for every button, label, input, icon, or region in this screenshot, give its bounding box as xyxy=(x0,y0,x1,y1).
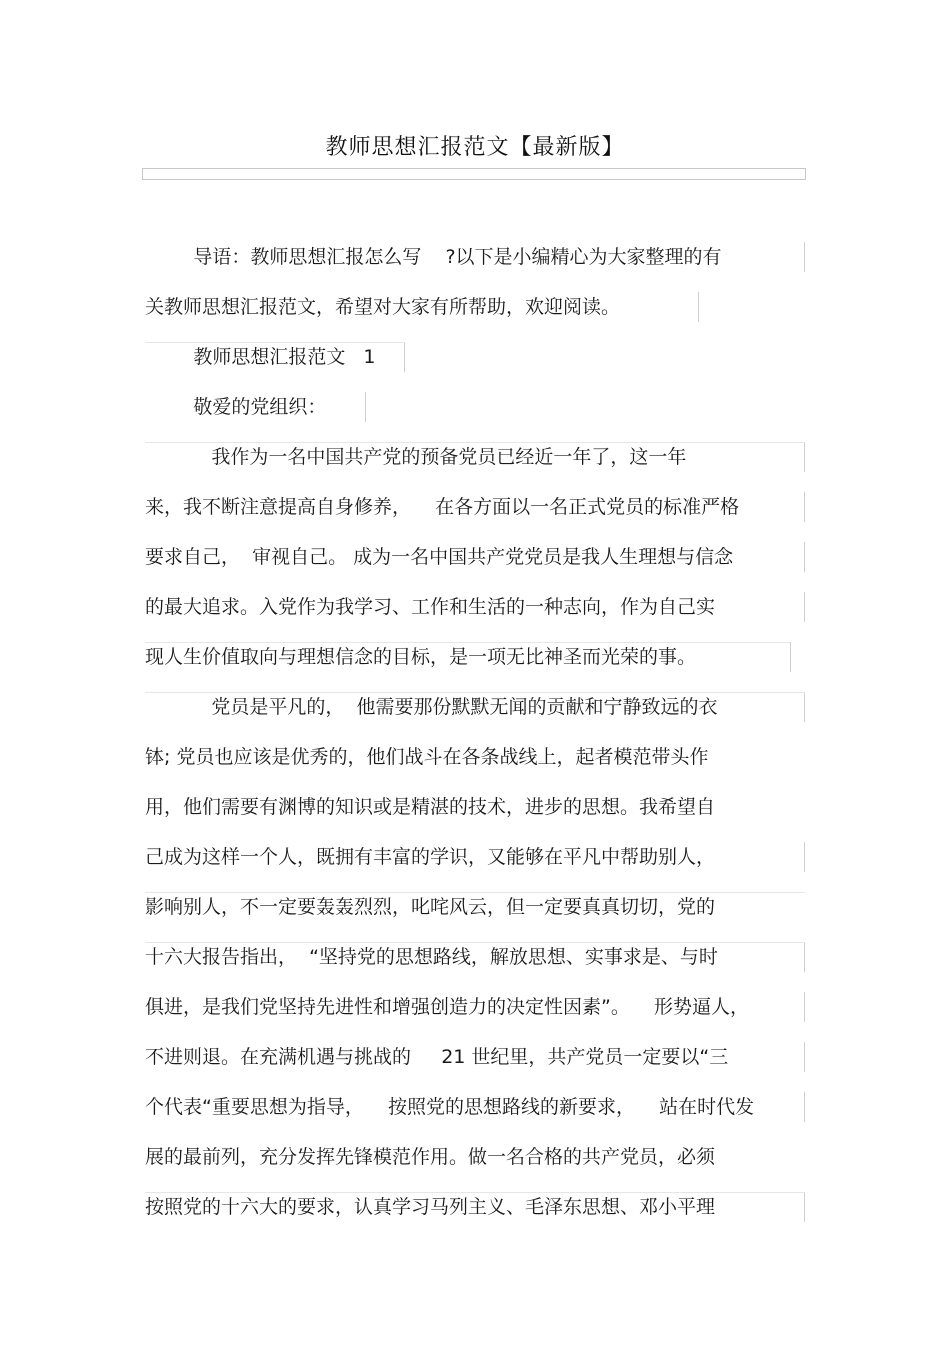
scan-artifact xyxy=(145,1192,805,1193)
scan-artifact xyxy=(804,1092,805,1122)
text-line: 来，我不断注意提高自身修养， 在各方面以一名正式党员的标准严格 xyxy=(145,496,740,518)
text-line: 不进则退。在充满机遇与挑战的 21 世纪里，共产党员一定要以“三 xyxy=(145,1046,729,1068)
scan-artifact xyxy=(804,492,805,522)
scan-artifact xyxy=(804,442,805,472)
text-line: 的最大追求。入党作为我学习、工作和生活的一种志向，作为自己实 xyxy=(145,596,716,618)
scan-artifact xyxy=(790,642,791,672)
text-line: 十六大报告指出， “坚持党的思想路线，解放思想、实事求是、与时 xyxy=(145,946,718,968)
scan-artifact xyxy=(804,542,805,572)
text-line: 教师思想汇报范文 1 xyxy=(145,346,376,368)
text-line: 党员是平凡的， 他需要那份默默无闻的贡献和宁静致远的衣 xyxy=(145,696,718,718)
text-line: 导语：教师思想汇报怎么写 ?以下是小编精心为大家整理的有 xyxy=(145,246,722,268)
scan-artifact xyxy=(804,592,805,622)
scan-artifact xyxy=(804,1042,805,1072)
text-line: 影响别人，不一定要轰轰烈烈，叱咤风云，但一定要真真切切，党的 xyxy=(145,896,716,918)
scan-artifact xyxy=(145,342,405,343)
scan-artifact xyxy=(145,942,805,943)
text-line: 个代表“重要思想为指导， 按照党的思想路线的新要求， 站在时代发 xyxy=(145,1096,755,1118)
scan-artifact xyxy=(804,942,805,972)
text-line: 我作为一名中国共产党的预备党员已经近一年了，这一年 xyxy=(145,446,687,468)
scan-artifact xyxy=(804,1192,805,1222)
scan-artifact xyxy=(145,442,805,443)
text-line: 俱进，是我们党坚持先进性和增强创造力的决定性因素”。 形势逼人， xyxy=(145,996,750,1018)
scan-artifact xyxy=(145,642,790,643)
text-line: 展的最前列，充分发挥先锋模范作用。做一名合格的共产党员，必须 xyxy=(145,1146,716,1168)
title-divider xyxy=(142,168,806,180)
text-line: 敬爱的党组织： xyxy=(145,396,327,418)
text-line: 己成为这样一个人，既拥有丰富的学识，又能够在平凡中帮助别人， xyxy=(145,846,716,868)
text-line: 用，他们需要有渊博的知识或是精湛的技术，进步的思想。我希望自 xyxy=(145,796,716,818)
scan-artifact xyxy=(404,342,405,372)
scan-artifact xyxy=(804,242,805,272)
text-line: 要求自己， 审视自己。 成为一名中国共产党党员是我人生理想与信念 xyxy=(145,546,734,568)
document-title: 教师思想汇报范文【最新版】 xyxy=(325,135,625,160)
text-line: 钵; 党员也应该是优秀的，他们战斗在各条战线上，起者模范带头作 xyxy=(145,746,709,768)
text-line: 关教师思想汇报范文，希望对大家有所帮助，欢迎阅读。 xyxy=(145,296,621,318)
scan-artifact xyxy=(145,692,805,693)
scan-artifact xyxy=(804,992,805,1022)
text-line: 现人生价值取向与理想信念的目标，是一项无比神圣而光荣的事。 xyxy=(145,646,697,668)
scan-artifact xyxy=(698,292,699,322)
text-line: 按照党的十六大的要求，认真学习马列主义、毛泽东思想、邓小平理 xyxy=(145,1196,716,1218)
scan-artifact xyxy=(804,842,805,872)
scan-artifact xyxy=(804,692,805,722)
scan-artifact xyxy=(145,892,805,893)
scan-artifact xyxy=(365,392,366,422)
